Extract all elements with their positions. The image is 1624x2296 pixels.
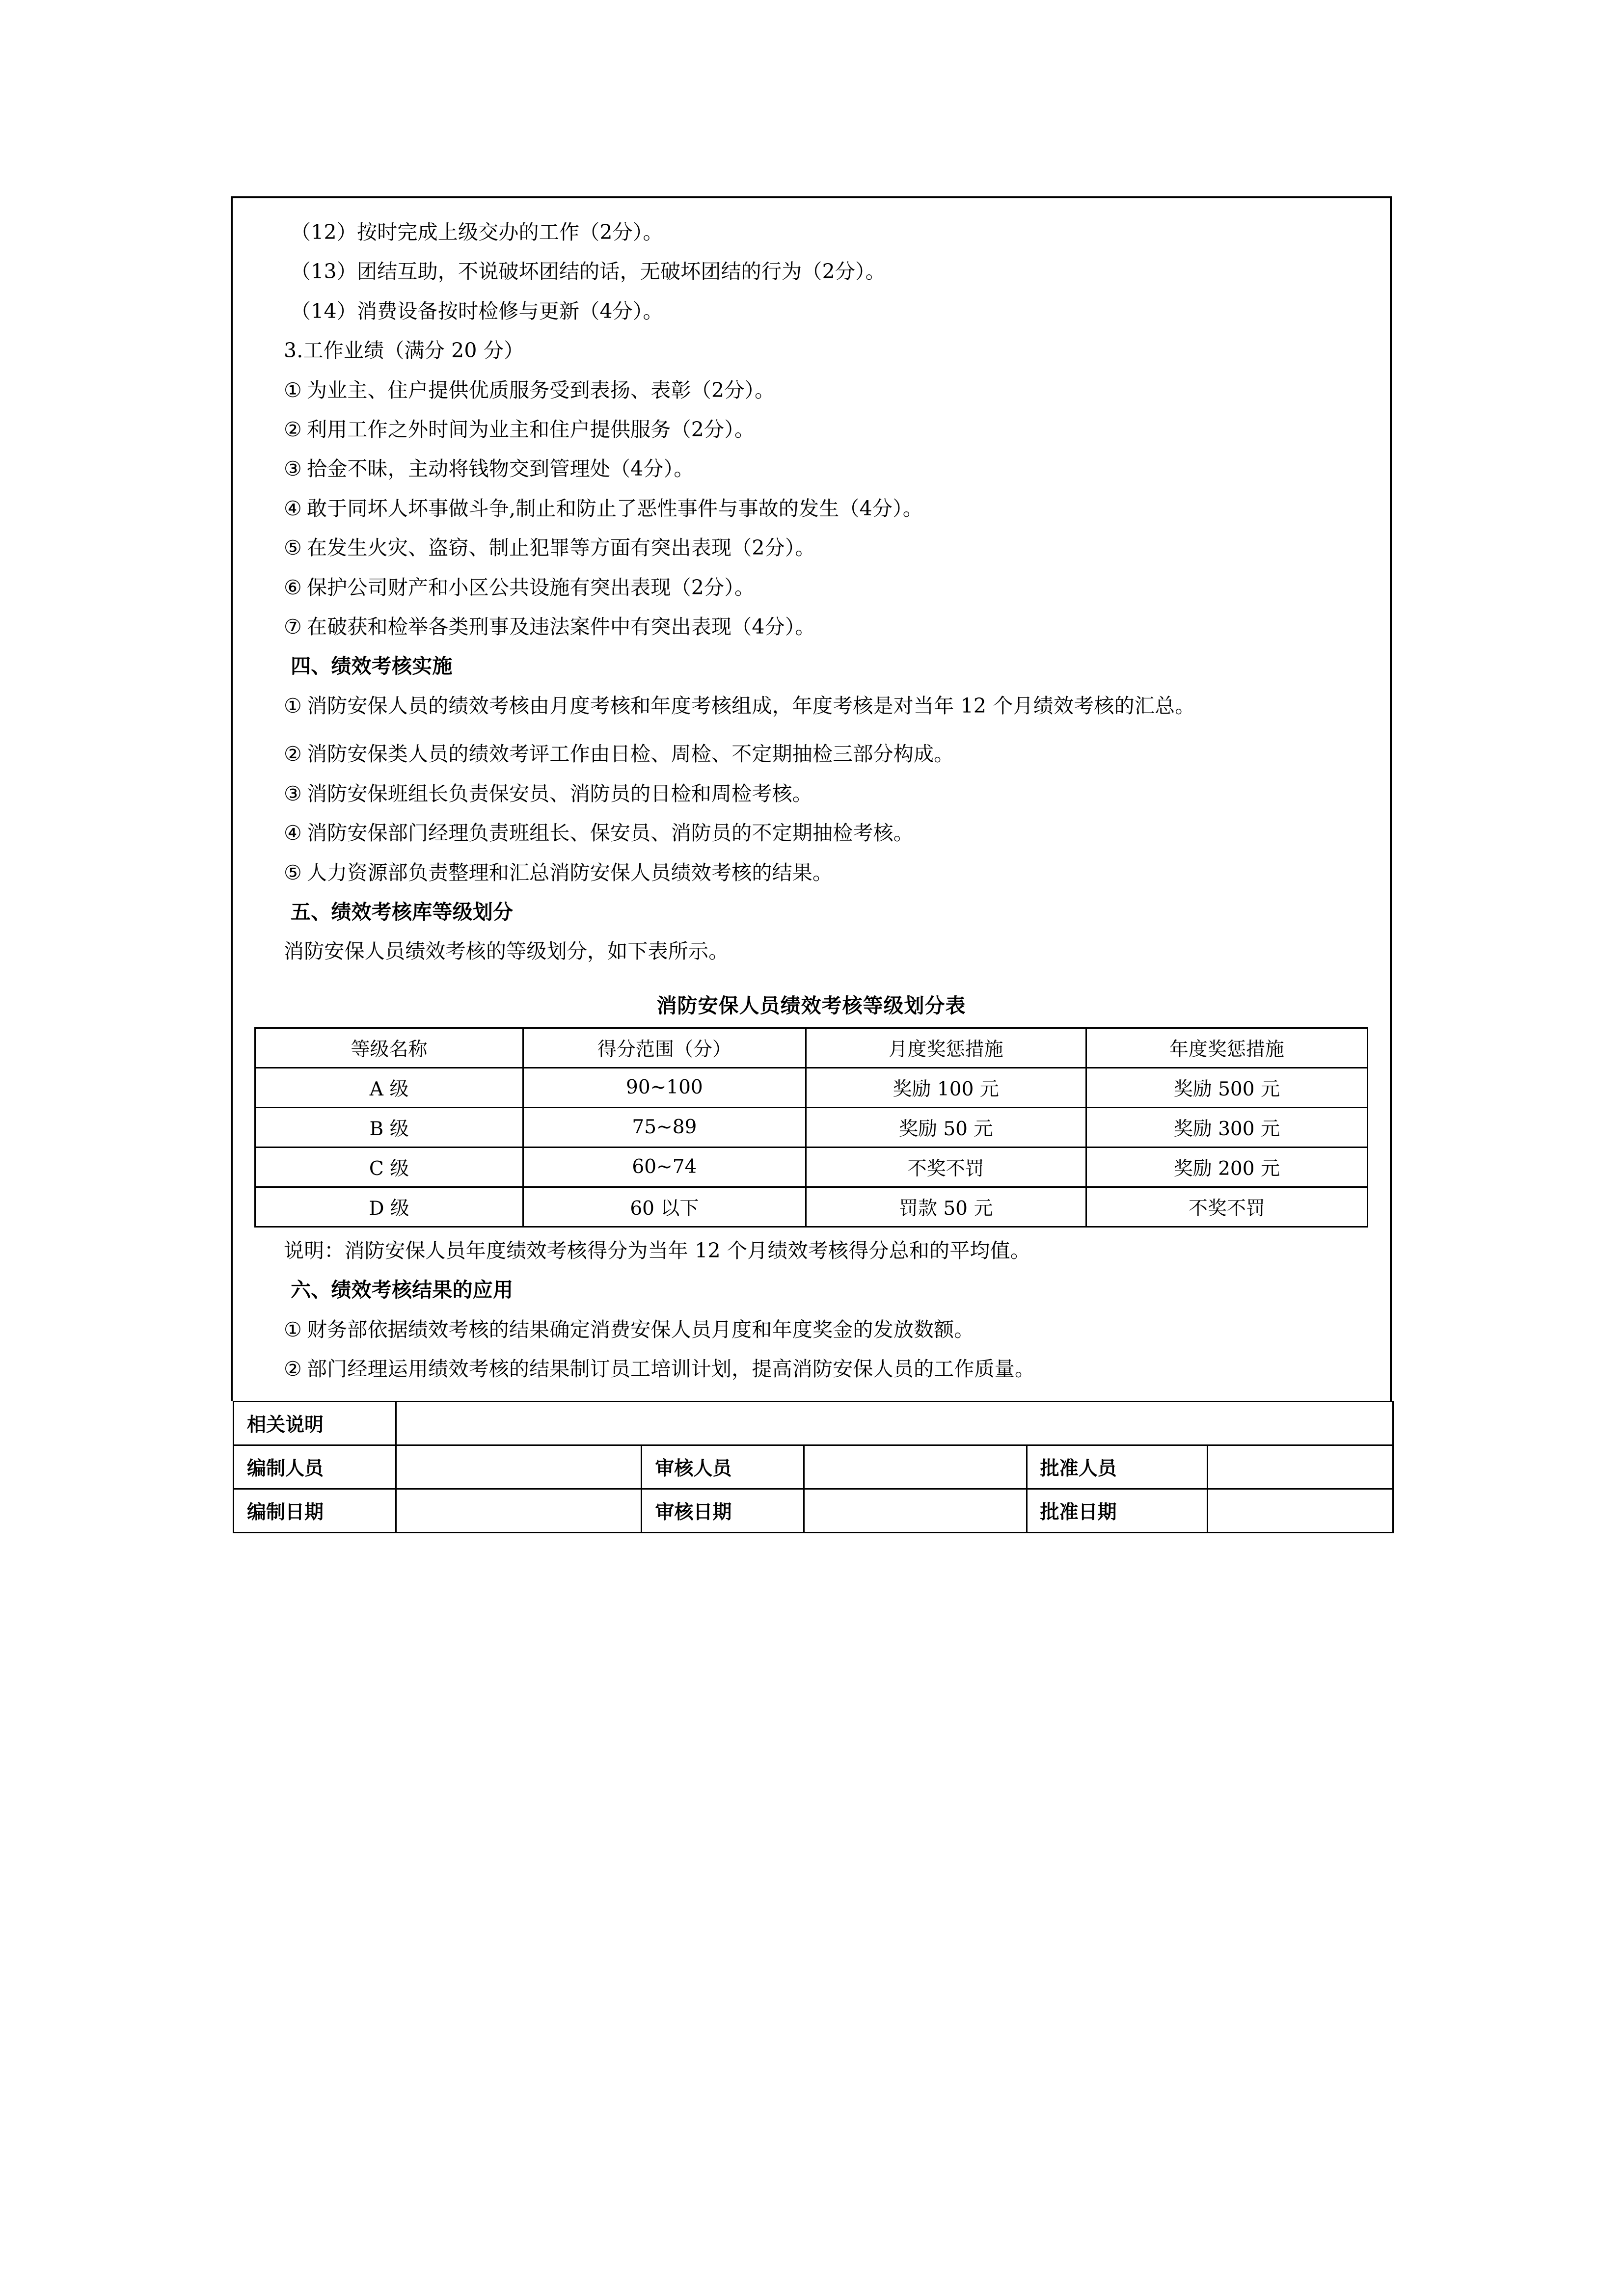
list-marker: ③ [284, 781, 302, 805]
section-six-heading: 六、绩效考核结果的应用 [291, 1278, 514, 1302]
performance-item [254, 611, 1368, 643]
grade-table-header-row [255, 1028, 1368, 1068]
grade-cell: 罚款 50 元 [806, 1187, 1086, 1227]
performance-item [254, 571, 1368, 604]
grade-table-note: 说明：消防安保人员年度绩效考核得分为当年 12 个月绩效考核得分总和的平均值。 [284, 1238, 1031, 1262]
list-marker: ① [284, 378, 302, 402]
grade-cell: 奖励 50 元 [806, 1107, 1086, 1147]
grade-table [254, 1027, 1368, 1228]
grade-col-header: 年度奖惩措施 [1086, 1028, 1367, 1068]
conduct-item: （13）团结互助，不说破坏团结的话，无破坏团结的行为（2分）。 [291, 260, 886, 284]
performance-item [254, 413, 1368, 446]
list-text: 消防安保部门经理负责班组长、保安员、消防员的不定期抽检考核。 [306, 821, 914, 845]
list-text: 敢于同坏人坏事做斗争,制止和防止了恶性事件与事故的发生（4分）。 [306, 496, 923, 520]
review-date-value[interactable] [804, 1489, 1027, 1533]
list-marker: ④ [284, 821, 302, 845]
list-text: 消防安保类人员的绩效考评工作由日检、周检、不定期抽检三部分构成。 [306, 742, 954, 766]
list-marker: ⑤ [284, 860, 302, 884]
approver-label: 批准人员 [1027, 1445, 1207, 1489]
grade-col-header: 得分范围（分） [523, 1028, 806, 1068]
performance-item [254, 374, 1368, 406]
list-text: 在发生火灾、盗窃、制止犯罪等方面有突出表现（2分）。 [306, 536, 815, 560]
section-four-item [254, 777, 1368, 810]
table-row [234, 1489, 1393, 1533]
table-row [234, 1445, 1393, 1489]
list-text: 在破获和检举各类刑事及违法案件中有突出表现（4分）。 [306, 615, 815, 639]
signoff-table [233, 1401, 1394, 1533]
conduct-item: （12）按时完成上级交办的工作（2分）。 [291, 220, 663, 244]
section-six-item [254, 1353, 1368, 1385]
section-four-item [254, 817, 1368, 849]
section-four-item [254, 690, 1368, 722]
reviewer-value[interactable] [804, 1445, 1027, 1489]
work-performance-heading: 3.工作业绩（满分 20 分） [284, 339, 524, 363]
list-text: 利用工作之外时间为业主和住户提供服务（2分）。 [306, 418, 755, 442]
list-marker: ② [284, 742, 302, 766]
grade-cell: A 级 [255, 1068, 523, 1107]
table-row [255, 1107, 1368, 1147]
list-marker: ⑦ [284, 615, 302, 639]
grade-cell: 不奖不罚 [1086, 1187, 1367, 1227]
list-marker: ① [284, 1317, 302, 1341]
grade-col-header: 等级名称 [255, 1028, 523, 1068]
grade-cell: D 级 [255, 1187, 523, 1227]
approver-value[interactable] [1208, 1445, 1393, 1489]
grade-cell: 75~89 [523, 1107, 806, 1147]
grade-cell: B 级 [255, 1107, 523, 1147]
prepare-date-value[interactable] [396, 1489, 642, 1533]
list-text: 消防安保人员的绩效考核由月度考核和年度考核组成，年度考核是对当年 12 个月绩效考核的汇总。 [306, 694, 1195, 718]
document-page-frame [231, 196, 1392, 1524]
grade-col-header: 月度奖惩措施 [806, 1028, 1086, 1068]
grade-cell: 奖励 100 元 [806, 1068, 1086, 1107]
conduct-item: （14）消费设备按时检修与更新（4分）。 [291, 299, 663, 323]
list-text: 财务部依据绩效考核的结果确定消费安保人员月度和年度奖金的发放数额。 [306, 1317, 974, 1341]
section-four-item [254, 856, 1368, 889]
list-text: 拾金不昧，主动将钱物交到管理处（4分）。 [306, 457, 694, 481]
list-marker: ④ [284, 496, 302, 520]
grade-cell: 奖励 500 元 [1086, 1068, 1367, 1107]
grade-cell: C 级 [255, 1147, 523, 1187]
section-four-heading: 四、绩效考核实施 [291, 654, 453, 678]
list-text: 人力资源部负责整理和汇总消防安保人员绩效考核的结果。 [306, 860, 833, 884]
grade-cell: 60~74 [523, 1147, 806, 1187]
performance-item [254, 532, 1368, 564]
remarks-value[interactable] [396, 1402, 1393, 1445]
section-five-heading: 五、绩效考核库等级划分 [291, 900, 514, 924]
performance-item [254, 453, 1368, 485]
list-text: 为业主、住户提供优质服务受到表扬、表彰（2分）。 [306, 378, 775, 402]
list-marker: ⑤ [284, 536, 302, 560]
preparer-label: 编制人员 [234, 1445, 396, 1489]
grade-cell: 奖励 200 元 [1086, 1147, 1367, 1187]
signoff-remarks-row [234, 1402, 1393, 1445]
list-marker: ⑥ [284, 575, 302, 599]
remarks-label: 相关说明 [234, 1402, 396, 1445]
table-row [255, 1147, 1368, 1187]
list-marker: ① [284, 694, 302, 718]
table-row [255, 1187, 1368, 1227]
list-marker: ② [284, 1357, 302, 1381]
list-text: 消防安保班组长负责保安员、消防员的日检和周检考核。 [306, 781, 812, 805]
grade-cell: 奖励 300 元 [1086, 1107, 1367, 1147]
table-row [255, 1068, 1368, 1107]
list-text: 部门经理运用绩效考核的结果制订员工培训计划，提高消防安保人员的工作质量。 [306, 1357, 1035, 1381]
prepare-date-label: 编制日期 [234, 1489, 396, 1533]
reviewer-label: 审核人员 [642, 1445, 804, 1489]
section-four-item [254, 738, 1368, 770]
review-date-label: 审核日期 [642, 1489, 804, 1533]
list-marker: ③ [284, 457, 302, 481]
list-marker: ② [284, 418, 302, 442]
approve-date-value[interactable] [1208, 1489, 1393, 1533]
grade-cell: 90~100 [523, 1068, 806, 1107]
section-six-item [254, 1313, 1368, 1346]
document-body [233, 198, 1390, 1401]
grade-cell: 60 以下 [523, 1187, 806, 1227]
grade-cell: 不奖不罚 [806, 1147, 1086, 1187]
grade-table-title: 消防安保人员绩效考核等级划分表 [656, 993, 966, 1017]
approve-date-label: 批准日期 [1027, 1489, 1207, 1533]
section-five-intro: 消防安保人员绩效考核的等级划分，如下表所示。 [284, 939, 729, 963]
preparer-value[interactable] [396, 1445, 642, 1489]
performance-item [254, 492, 1368, 525]
list-text: 保护公司财产和小区公共设施有突出表现（2分）。 [306, 575, 755, 599]
